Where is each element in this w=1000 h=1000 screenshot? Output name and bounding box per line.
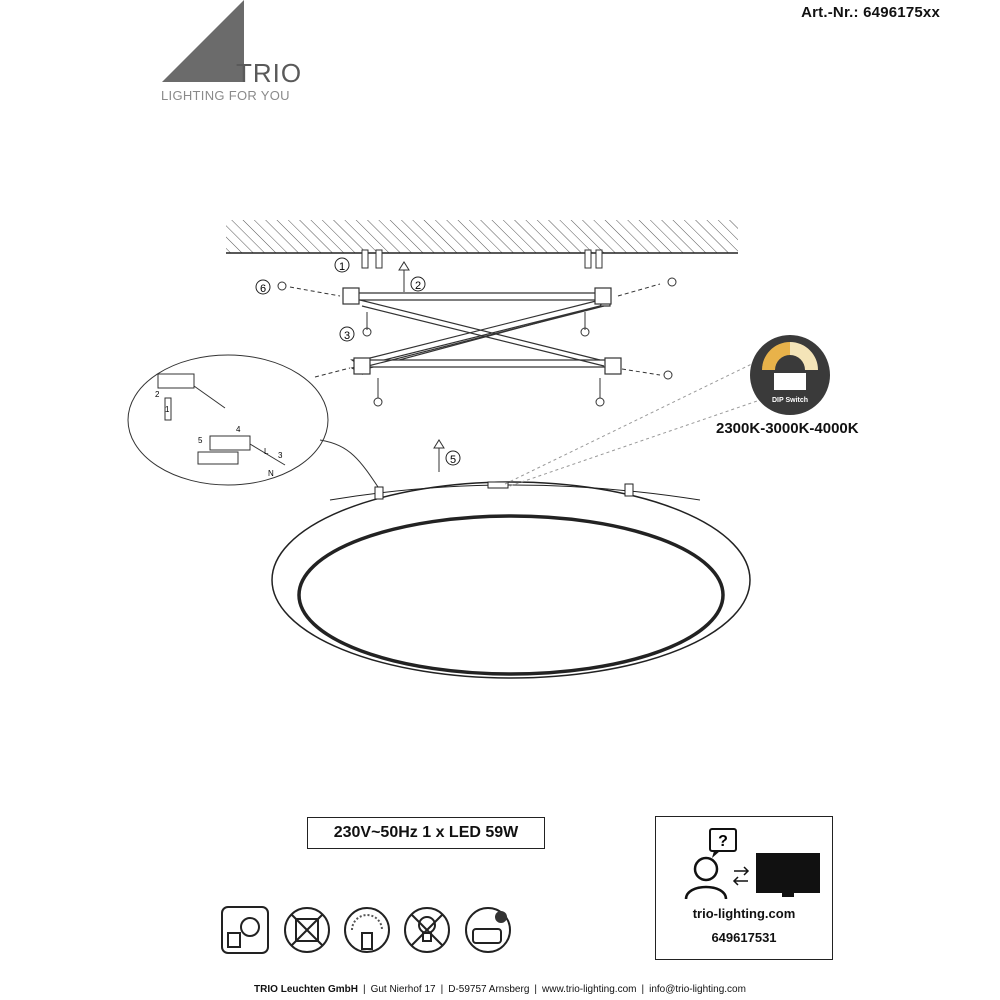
- wire-label-4: 4: [236, 425, 241, 434]
- step-3-label: 3: [343, 330, 351, 342]
- class-ii-insulation-icon: [220, 905, 270, 955]
- dip-switch-label: DIP Switch: [771, 397, 809, 404]
- no-dimmer-icon: [282, 905, 332, 955]
- support-info-box: [655, 816, 833, 960]
- footer: TRIO Leuchten GmbH | Gut Nierhof 17 | D-59757 Arnsberg | www.trio-lighting.com | info@trio-lighting.com: [254, 984, 746, 995]
- article-number: Art.-Nr.: 6496175xx: [801, 4, 940, 21]
- footer-website[interactable]: www.trio-lighting.com: [542, 984, 637, 995]
- step-6-label: 6: [259, 283, 267, 295]
- wire-label-1: 1: [165, 405, 170, 414]
- remote-control-icon: [463, 905, 513, 955]
- dip-switch-icon: [750, 335, 830, 415]
- mounting-bracket: [343, 288, 621, 374]
- question-bubble-icon: [710, 829, 736, 858]
- footer-address: Gut Nierhof 17: [370, 984, 436, 995]
- brand-tagline: LIGHTING FOR YOU: [161, 88, 290, 103]
- footer-city: D-59757 Arnsberg: [448, 984, 530, 995]
- arrow-up-icon: [399, 262, 409, 292]
- step-1-label: 1: [338, 261, 346, 273]
- wire-label-3: 3: [278, 451, 283, 460]
- support-illustration: [672, 825, 822, 901]
- ceiling: [226, 220, 738, 253]
- wire-label-l: L: [264, 447, 269, 456]
- step-5-label: 5: [449, 454, 457, 466]
- power-spec: 230V~50Hz 1 x LED 59W: [307, 817, 545, 849]
- brand-name: TRIO: [236, 58, 303, 88]
- wiring-detail: [128, 355, 328, 485]
- user-icon: [686, 858, 726, 899]
- cct-options: 2300K-3000K-4000K: [716, 420, 859, 437]
- wire-label-n: N: [268, 469, 274, 478]
- wire-label-5: 5: [198, 436, 203, 445]
- monitor-icon: [756, 853, 820, 897]
- wire-label-2: 2: [155, 390, 160, 399]
- dimmable-switch-icon: [342, 905, 392, 955]
- led-ring-lamp: [272, 482, 750, 678]
- question-mark: ?: [718, 833, 728, 850]
- no-bulb-disposal-icon: [402, 905, 452, 955]
- footer-email[interactable]: info@trio-lighting.com: [649, 984, 746, 995]
- arrow-up-icon: [434, 440, 444, 472]
- exchange-arrows-icon: [734, 867, 748, 885]
- footer-company: TRIO Leuchten GmbH: [254, 984, 358, 995]
- product-code: 649617531: [711, 930, 777, 945]
- step-2-label: 2: [414, 280, 422, 292]
- support-url[interactable]: trio-lighting.com: [692, 906, 796, 921]
